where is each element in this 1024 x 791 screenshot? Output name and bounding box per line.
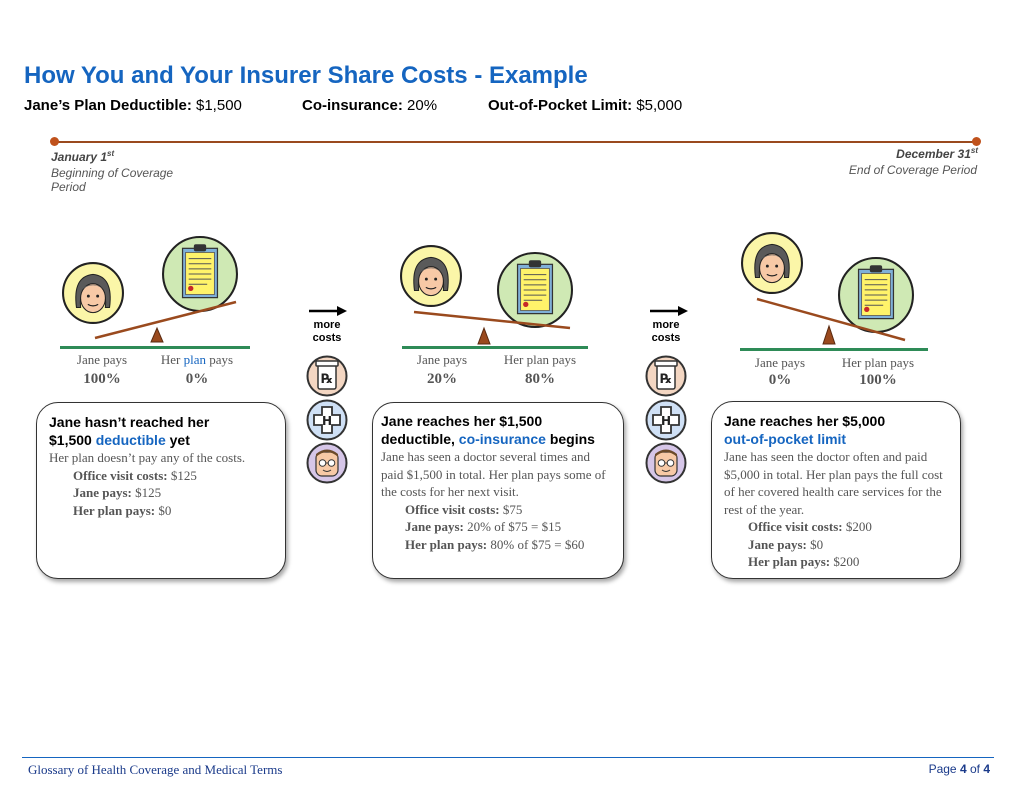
ground-line [740,348,928,351]
doctor-icon [306,442,348,484]
jane-pays-label: Jane pays [76,352,128,367]
jane-pct: 100% [83,371,121,387]
footer-title: Glossary of Health Coverage and Medical Terms [28,762,283,777]
plan-coinsurance: Co-insurance: 20% [302,97,438,114]
timeline-start-dot [50,137,59,146]
card-heading: Jane reaches her $5,000 out-of-pocket limit [724,413,886,447]
plan-pct: 100% [859,372,897,388]
seesaw-balance [90,296,250,346]
card-heading: Jane reaches her $1,500 deductible, co-insurance begins [381,413,595,447]
jane-pct: 0% [768,372,792,388]
end-date: December 31st [896,146,978,161]
jane-pct: 20% [427,371,457,387]
stage-card-deductible [36,402,286,579]
coverage-timeline [54,141,976,143]
prescription-icon [306,355,348,397]
stage-card-coinsurance [372,402,624,579]
footer-divider [22,757,994,758]
ground-line [402,346,588,349]
card-body: Jane has seen a doctor several times and paid $1,500 in total. Her plan pays some of the costs for her next visit. Office visit costs: $75 Jane pays: 20% of $75 = $15 Her plan pays: 80% of $75 = $60 [381,449,606,552]
end-date-caption: End of Coverage Period [848,163,977,177]
plan-pays-label: Her plan pays [503,352,577,367]
svg-text:H: H [660,414,672,428]
hospital-icon [645,399,687,441]
jane-face-icon [741,232,803,294]
svg-text:H: H [321,414,333,428]
plan-pct: 0% [185,371,209,387]
start-date-caption: Beginning of Coverage Period [51,166,174,194]
prescription-icon [645,355,687,397]
svg-text:℞: ℞ [660,372,672,387]
page-title: How You and Your Insurer Share Costs - Example [24,62,588,89]
svg-text:℞: ℞ [321,372,333,387]
arrow-right-icon [309,305,349,317]
arrow-right-icon [650,305,690,317]
more-costs-label: more costs [651,319,681,344]
ground-line [60,346,250,349]
page-number: Page 4 of 4 [928,762,990,776]
plan-deductible: Jane’s Plan Deductible: $1,500 [24,97,242,114]
timeline-end-dot [972,137,981,146]
jane-pays-label: Jane pays [416,352,468,367]
card-heading: Jane hasn’t reached her $1,500 deductible yet [49,414,210,448]
card-body: Jane has seen the doctor often and paid $5,000 in total. Her plan pays the full cost of her covered health care services for the rest of the year. Office visit costs: $200 Jane pays: $0 Her plan pays: $200 [724,449,943,569]
stage-card-oop-limit [711,401,961,579]
plan-pct: 80% [525,371,555,387]
plan-pays-label: Her plan pays [160,352,234,367]
card-body: Her plan doesn’t pay any of the costs. Office visit costs: $125 Jane pays: $125 Her plan pays: $0 [49,450,246,518]
plan-oop-limit: Out-of-Pocket Limit: $5,000 [488,97,683,114]
start-date: January 1st [51,149,115,164]
more-costs-label: more costs [312,319,342,344]
hospital-icon [306,399,348,441]
plan-pays-label: Her plan pays [841,355,915,370]
jane-pays-label: Jane pays [754,355,806,370]
seesaw-balance [755,296,925,348]
seesaw-balance [410,306,580,348]
doctor-icon [645,442,687,484]
jane-face-icon [400,245,462,307]
